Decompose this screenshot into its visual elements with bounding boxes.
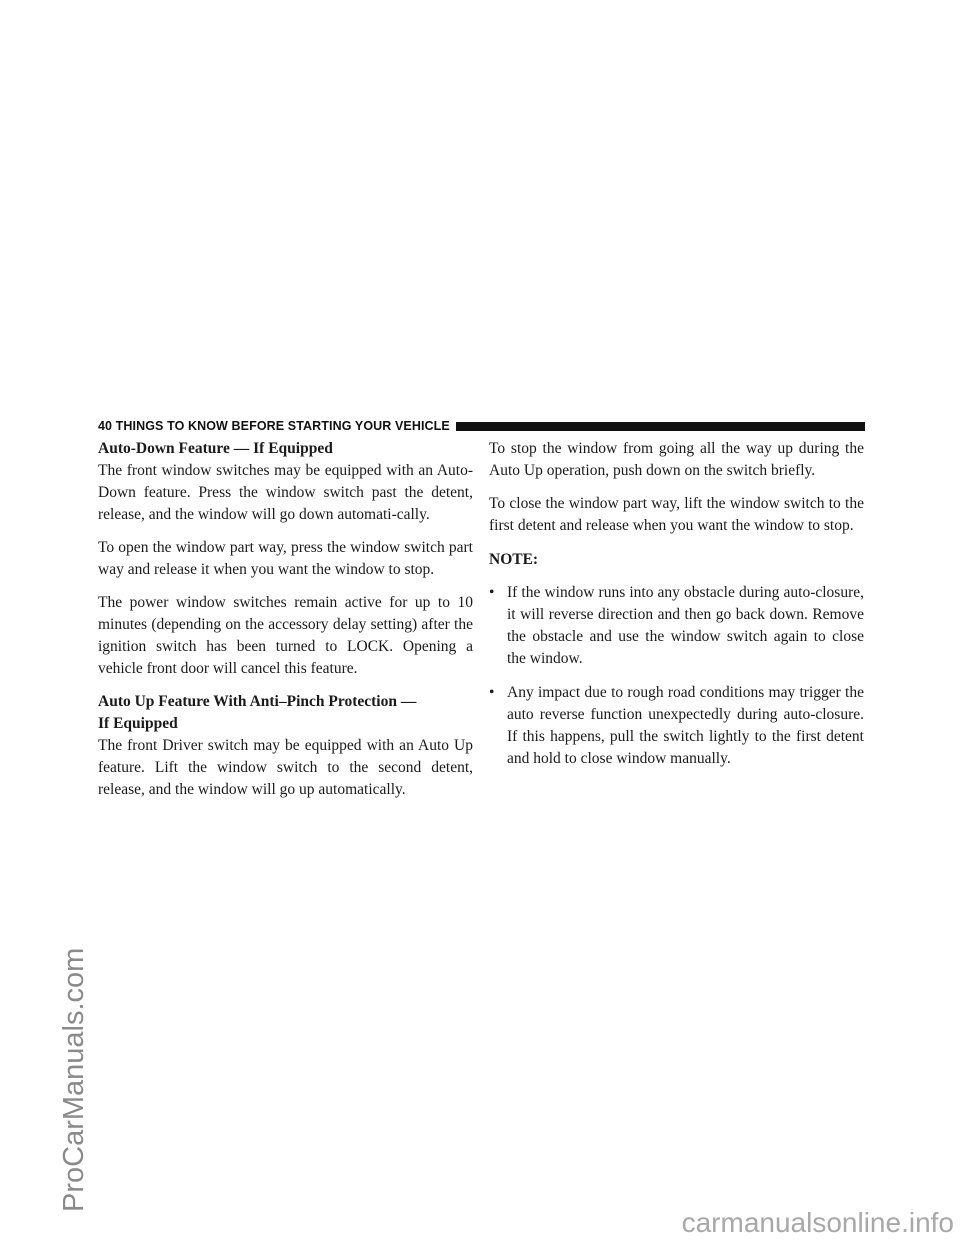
paragraph-part-way-open: To open the window part way, press the window switch part way and release it when you want the window to stop.: [98, 539, 473, 578]
paragraph-close-part-way: To close the window part way, lift the window switch to the first detent and release when you want the window to stop.: [489, 495, 864, 534]
left-column: [98, 438, 473, 812]
page-header: [98, 418, 865, 434]
paragraph-auto-down: The front window switches may be equipped with an Auto-Down feature. Press the window switch past the detent, release, and the window will go down automati-cally.: [98, 462, 473, 523]
heading-auto-up-line2: If Equipped: [98, 715, 178, 732]
bullet-glyph: •: [489, 584, 495, 601]
bullet-text-impact: Any impact due to rough road conditions may trigger the auto reverse function unexpectedly during auto-closure. If this happens, pull the switch lightly to the first detent and hold to close window manually.: [507, 684, 864, 767]
header-rule: [456, 422, 865, 431]
bullet-glyph: •: [489, 684, 495, 701]
list-item: [489, 682, 864, 770]
heading-auto-up: [98, 691, 473, 735]
list-item: [489, 582, 864, 670]
note-label: NOTE:: [489, 551, 539, 568]
heading-auto-down: Auto-Down Feature — If Equipped: [98, 440, 333, 457]
watermark-procarmanuals: ProCarManuals.com: [58, 947, 90, 1212]
bullet-text-obstacle: If the window runs into any obstacle during auto-closure, it will reverse direction and then go back down. Remove the obstacle and use the window switch again to close the window.: [507, 584, 864, 667]
right-column: [489, 438, 864, 782]
page-header-text: 40 THINGS TO KNOW BEFORE STARTING YOUR VEHICLE: [98, 419, 450, 433]
paragraph-stop-window: To stop the window from going all the way up during the Auto Up operation, push down on the switch briefly.: [489, 440, 864, 479]
watermark-carmanualsonline: carmanualsonline.info: [681, 1207, 954, 1238]
heading-auto-up-line1: Auto Up Feature With Anti–Pinch Protection —: [98, 693, 417, 710]
paragraph-switches-active: The power window switches remain active for up to 10 minutes (depending on the accessory delay setting) after the ignition switch has been turned to LOCK. Opening a vehicle front door will cancel this feature.: [98, 594, 473, 677]
paragraph-auto-up: The front Driver switch may be equipped with an Auto Up feature. Lift the window switch to the second detent, release, and the window will go up automatically.: [98, 737, 473, 798]
note-bullet-list: [489, 582, 864, 770]
